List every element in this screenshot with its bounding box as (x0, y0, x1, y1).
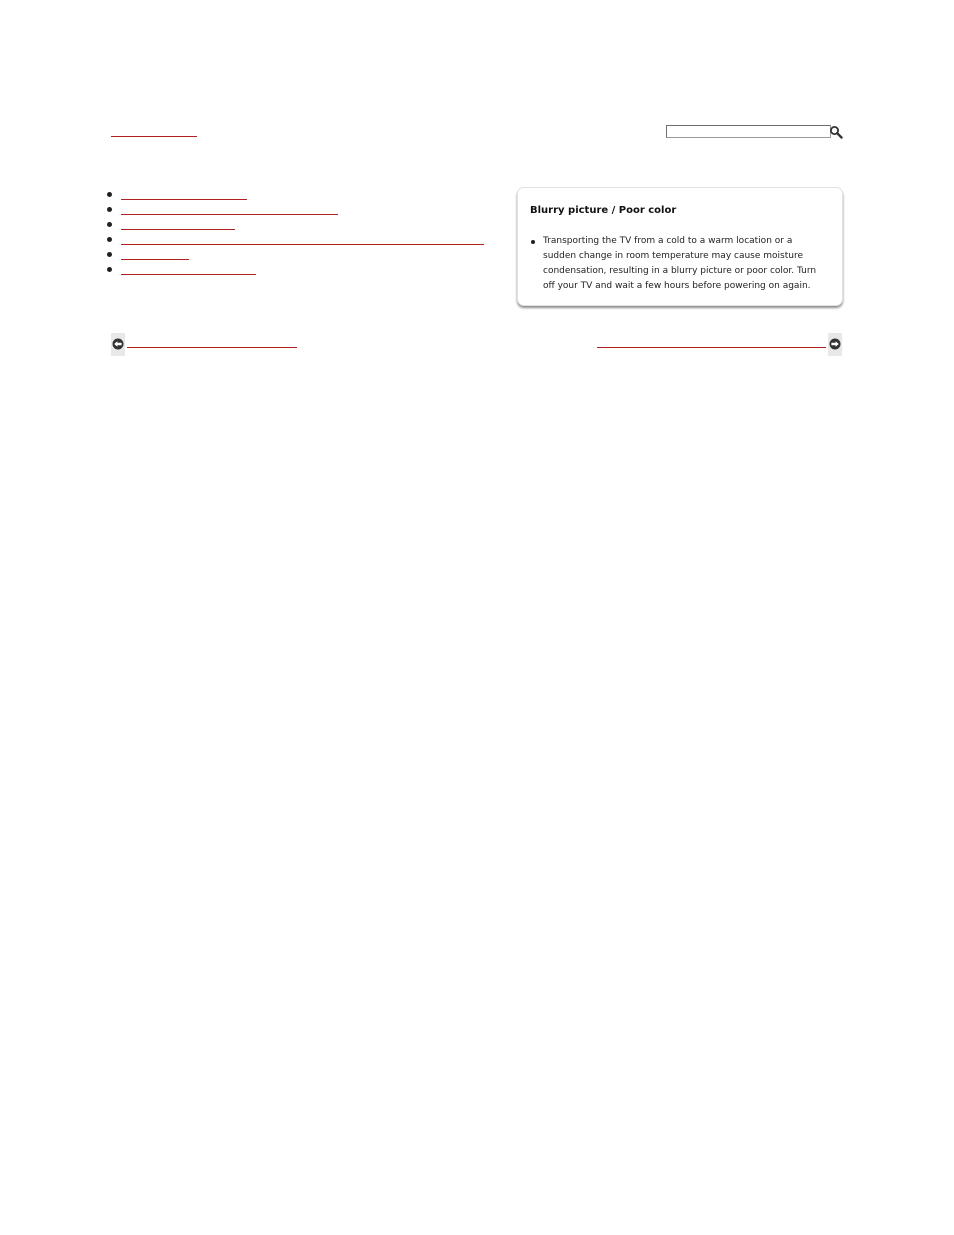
info-card-text: Transporting the TV from a cold to a warm location or a sudden change in room temperature may cause moisture condensation, resulting in a blurry picture or poor color. Turn off your TV and wait a few hours before powering on again. (543, 236, 817, 291)
bullet (107, 207, 112, 212)
arrow-right-icon (829, 338, 841, 350)
next-page-button[interactable] (828, 333, 842, 356)
info-card (517, 187, 843, 306)
next-page-link[interactable] (597, 337, 826, 348)
search-input[interactable] (666, 125, 831, 138)
topic-link[interactable] (121, 234, 484, 245)
prev-page-link[interactable] (127, 337, 297, 348)
topic-link[interactable] (121, 189, 247, 200)
info-card-title: Blurry picture / Poor color (530, 205, 677, 216)
search-button[interactable] (829, 124, 843, 138)
bullet (107, 222, 112, 227)
bullet (107, 267, 112, 272)
prev-page-button[interactable] (111, 333, 125, 356)
bullet (107, 192, 112, 197)
topic-link[interactable] (121, 204, 338, 215)
magnifier-icon (829, 125, 843, 139)
topic-link[interactable] (121, 264, 256, 275)
bullet (107, 252, 112, 257)
arrow-left-icon (112, 338, 124, 350)
top-link[interactable] (111, 125, 197, 137)
topic-link[interactable] (121, 249, 189, 260)
info-card-item (530, 234, 827, 294)
bullet (531, 240, 535, 244)
info-card-list (530, 234, 827, 294)
topic-link[interactable] (121, 219, 235, 230)
bullet (107, 237, 112, 242)
